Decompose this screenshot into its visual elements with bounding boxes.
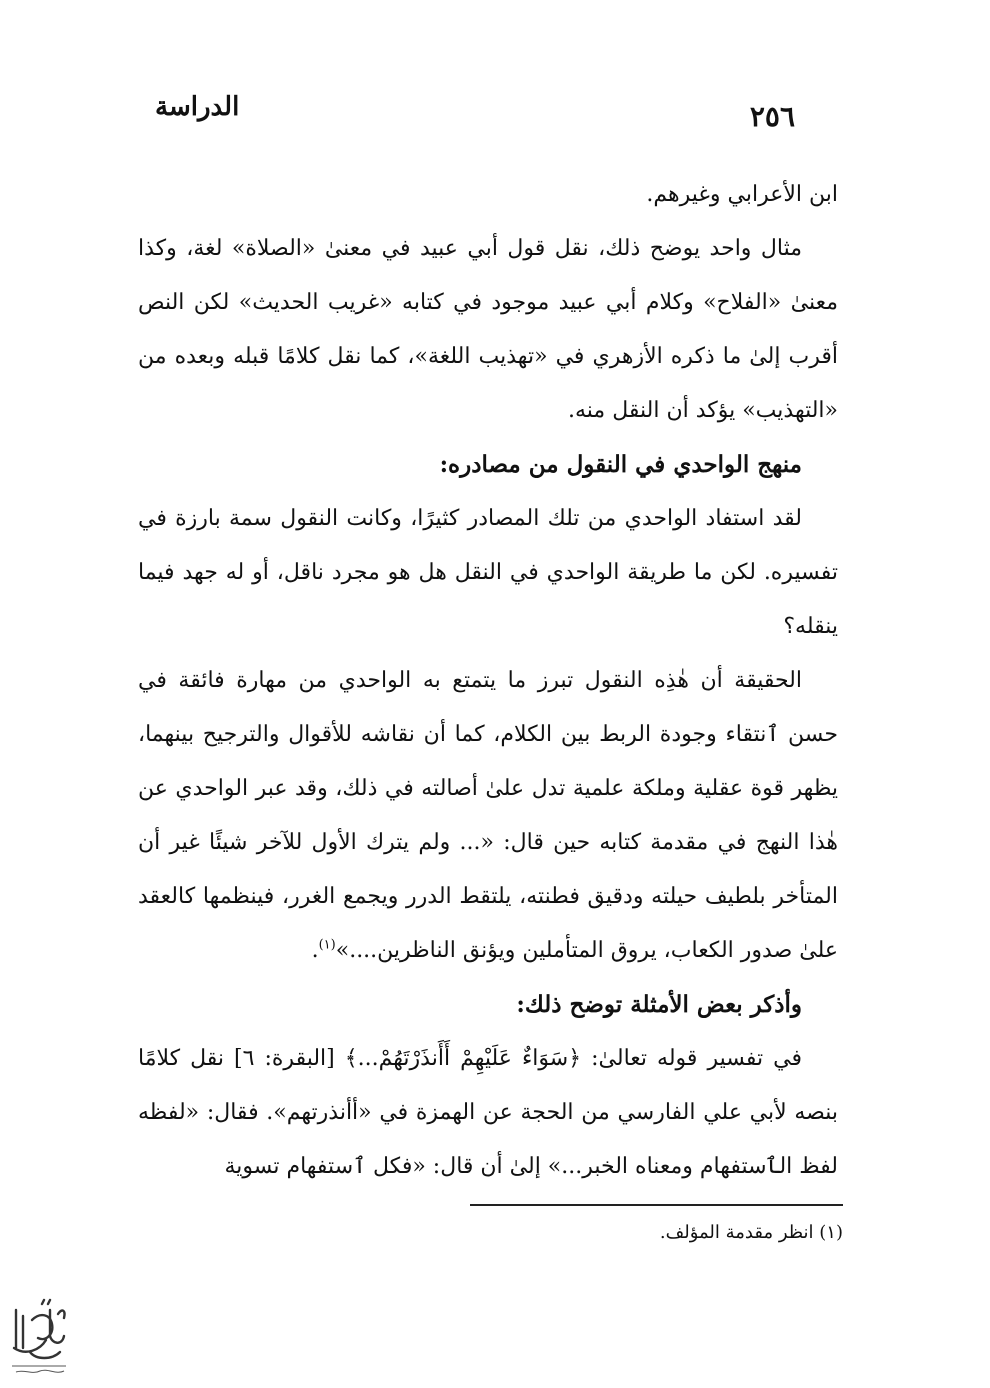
- footnote-reference[interactable]: (١): [318, 937, 336, 953]
- paragraph-4: [138, 654, 838, 978]
- paragraph-4-end: .: [311, 938, 319, 963]
- footnote-divider: [470, 1204, 843, 1206]
- page-number: ٢٥٦: [749, 100, 795, 133]
- section-heading-examples: وأذكر بعض الأمثلة توضح ذلك:: [516, 991, 802, 1018]
- main-text: [138, 168, 838, 1194]
- paragraph-3: لقد استفاد الواحدي من تلك المصادر كثيرًا، وكانت النقول سمة بارزة في تفسيره. لكن ما طريقة الواحدي في النقل هل هو مجرد ناقل، أو له جهد فيما ينقله؟: [138, 506, 838, 639]
- paragraph-4-text: الحقيقة أن هٰذِه النقول تبرز ما يتمتع به الواحدي من مهارة فائقة في حسن ٱنتقاء وجودة الربط بين الكلام، كما أن نقاشه للأقوال والترجيح بينهما، يظهر قوة عقلية وملكة علمية تدل علىٰ أصالته في ذلك، وقد عبر الواحدي عن هٰذا النهج في مقدمة كتابه حين قال: «... ولم يترك الأول للآخر شيئًا غير أن المتأخر بلطيف حيلته ودقيق فطنته، يلتقط الدرر ويجمع الغرر، فينظمها كالعقد علىٰ صدور الكعاب، يروق المتأملين ويؤنق الناظرين....»: [138, 668, 838, 963]
- page-header: [155, 92, 795, 142]
- paragraph-1: ابن الأعرابي وغيرهم.: [646, 182, 838, 207]
- paragraph-5: في تفسير قوله تعالىٰ: ﴿سَوَاءٌ عَلَيْهِمْ أَأَنذَرْتَهُمْ...﴾ [البقرة: ٦] نقل كلامًا بنصه لأبي علي الفارسي من الحجة عن الهمزة في «أأنذرتهم». فقال: «لفظه لفظ الٱستفهام ومعناه الخبر...» إلىٰ أن قال: «فكل ٱستفهام تسوية: [138, 1046, 838, 1179]
- running-title: الدراسة: [155, 92, 240, 122]
- library-stamp-logo: [6, 1290, 72, 1380]
- footnote-1: (١) انظر مقدمة المؤلف.: [659, 1222, 843, 1243]
- section-heading-method: منهج الواحدي في النقول من مصادره:: [439, 451, 802, 478]
- paragraph-2: مثال واحد يوضح ذلك، نقل قول أبي عبيد في معنىٰ «الصلاة» لغة، وكذا معنىٰ «الفلاح» وكلام أبي عبيد موجود في كتابه «غريب الحديث» لكن النص أقرب إلىٰ ما ذكره الأزهري في «تهذيب اللغة»، كما نقل كلامًا قبله وبعده من «التهذيب» يؤكد أن النقل منه.: [138, 236, 838, 423]
